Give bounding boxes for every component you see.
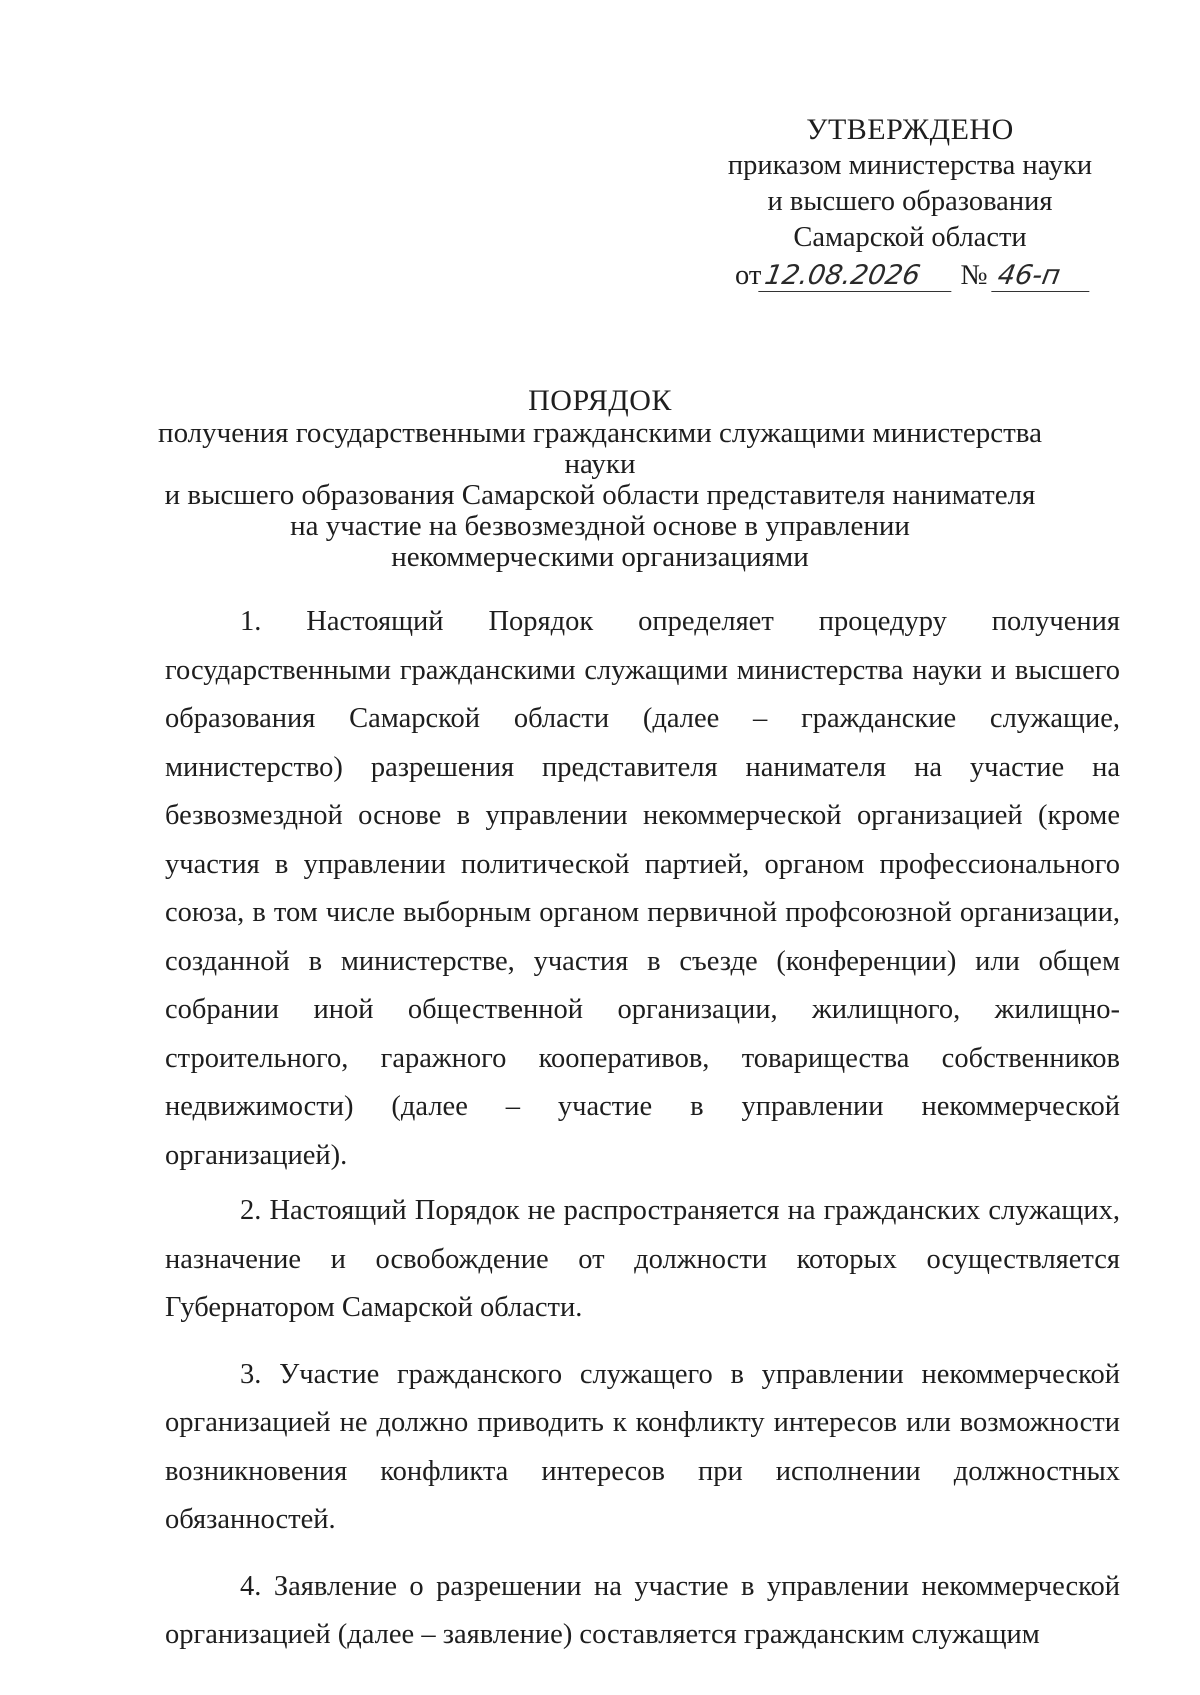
approval-stamp — [695, 112, 1125, 294]
paragraph-4: 4. Заявление о разрешении на участие в управлении некоммерческой организацией (далее – заявление) составляется гражданским служащим — [165, 1570, 1120, 1650]
approval-line-2: и высшего образования — [767, 186, 1053, 217]
date-prefix: от — [735, 260, 762, 291]
subtitle-line-1: получения государственными гражданскими служащими министерства науки — [158, 417, 1042, 480]
document-title: ПОРЯДОК — [528, 384, 672, 417]
approval-date-line — [695, 258, 1125, 294]
subtitle-line-4: некоммерческими организациями — [391, 541, 809, 573]
approval-line-3: Самарской области — [793, 222, 1027, 253]
approval-line-1: приказом министерства науки — [727, 150, 1093, 181]
subtitle-line-2: и высшего образования Самарской области представителя нанимателя — [164, 479, 1036, 511]
approval-title: УТВЕРЖДЕНО — [806, 113, 1014, 146]
document-body — [165, 598, 1120, 1660]
document-heading — [150, 385, 1050, 573]
subtitle-line-3: на участие на безвозмездной основе в управлении — [290, 510, 910, 542]
handwritten-date: 12.08.2026 — [759, 261, 957, 292]
paragraph-3: 3. Участие гражданского служащего в управлении некоммерческой организацией не должно приводить к конфликту интересов или возможности возникновения конфликта интересов при исполнении должностных обязанностей. — [165, 1358, 1120, 1535]
paragraph-1: 1. Настоящий Порядок определяет процедуру получения государственными гражданскими служащими министерства науки и высшего образования Самарской области (далее – гражданские служащие, министерство) разрешения представителя нанимателя на участие на безвозмездной основе в управлении некоммерческой организацией (кроме участия в управлении политической партией, органом профессионального союза, в том числе выборным органом первичной профсоюзной организации, созданной в министерстве, участия в съезде (конференции) или общем собрании иной общественной организации, жилищного, жилищно-строительного, гаражного кооперативов, товарищества собственников недвижимости) (далее – участие в управлении некоммерческой организацией). — [165, 606, 1120, 1171]
handwritten-number: 46-п — [991, 261, 1094, 292]
paragraph-2: 2. Настоящий Порядок не распространяется на гражданских служащих, назначение и освобождение от должности которых осуществляется Губернатором Самарской области. — [165, 1195, 1120, 1323]
number-sign: № — [960, 260, 988, 291]
